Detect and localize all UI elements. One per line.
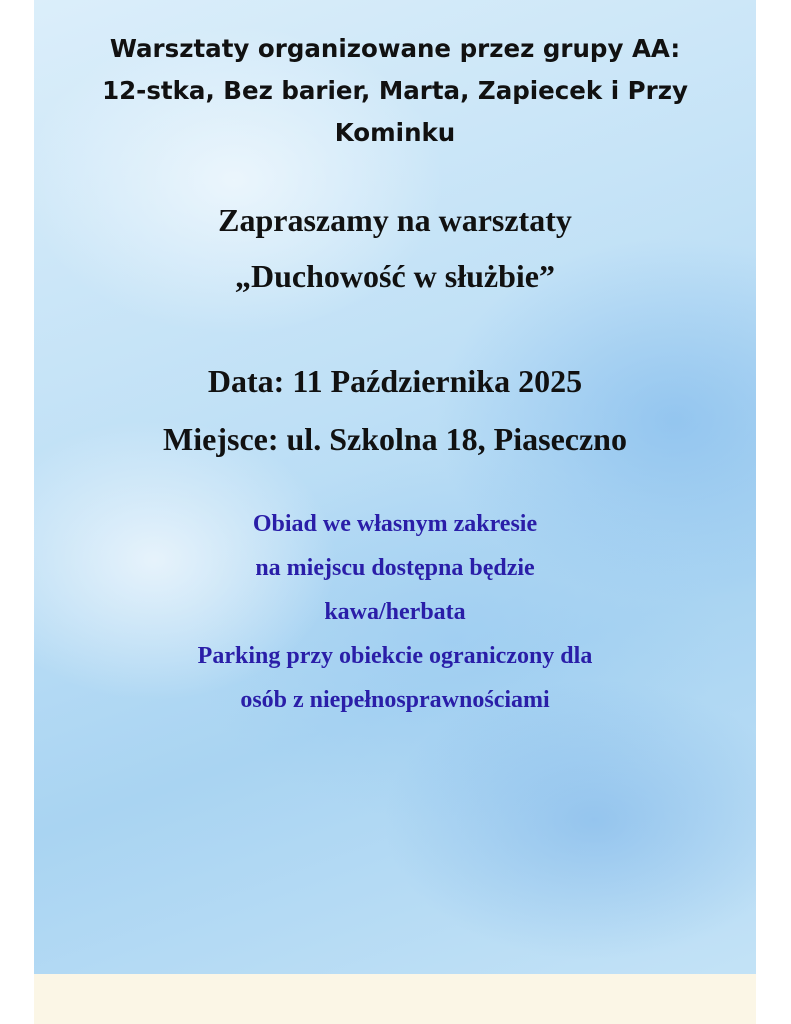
- organizers-heading: [34, 28, 756, 154]
- workshop-title: „Duchowość w służbie”: [234, 258, 555, 294]
- info-line-onsite: na miejscu dostępna będzie: [255, 555, 535, 581]
- info-line-parking: Parking przy obiekcie ograniczony dla: [197, 643, 593, 669]
- invitation: [34, 192, 756, 304]
- event-place: Miejsce: ul. Szkolna 18, Piaseczno: [163, 421, 627, 457]
- organizers-line-1: Warsztaty organizowane przez grupy AA:: [109, 34, 681, 63]
- practical-info: [34, 502, 756, 722]
- event-details: [34, 352, 756, 468]
- info-line-accessibility: osób z niepełnosprawnościami: [240, 687, 550, 713]
- footer-band: [34, 974, 756, 1024]
- organizers-line-2: 12-stka, Bez barier, Marta, Zapiecek i Przy: [102, 76, 688, 105]
- organizers-line-3: Kominku: [334, 118, 456, 147]
- invitation-line: Zapraszamy na warsztaty: [218, 202, 572, 238]
- poster: [34, 0, 756, 1024]
- event-date: Data: 11 Października 2025: [207, 363, 583, 399]
- info-line-drinks: kawa/herbata: [324, 599, 466, 625]
- info-line-lunch: Obiad we własnym zakresie: [252, 511, 538, 537]
